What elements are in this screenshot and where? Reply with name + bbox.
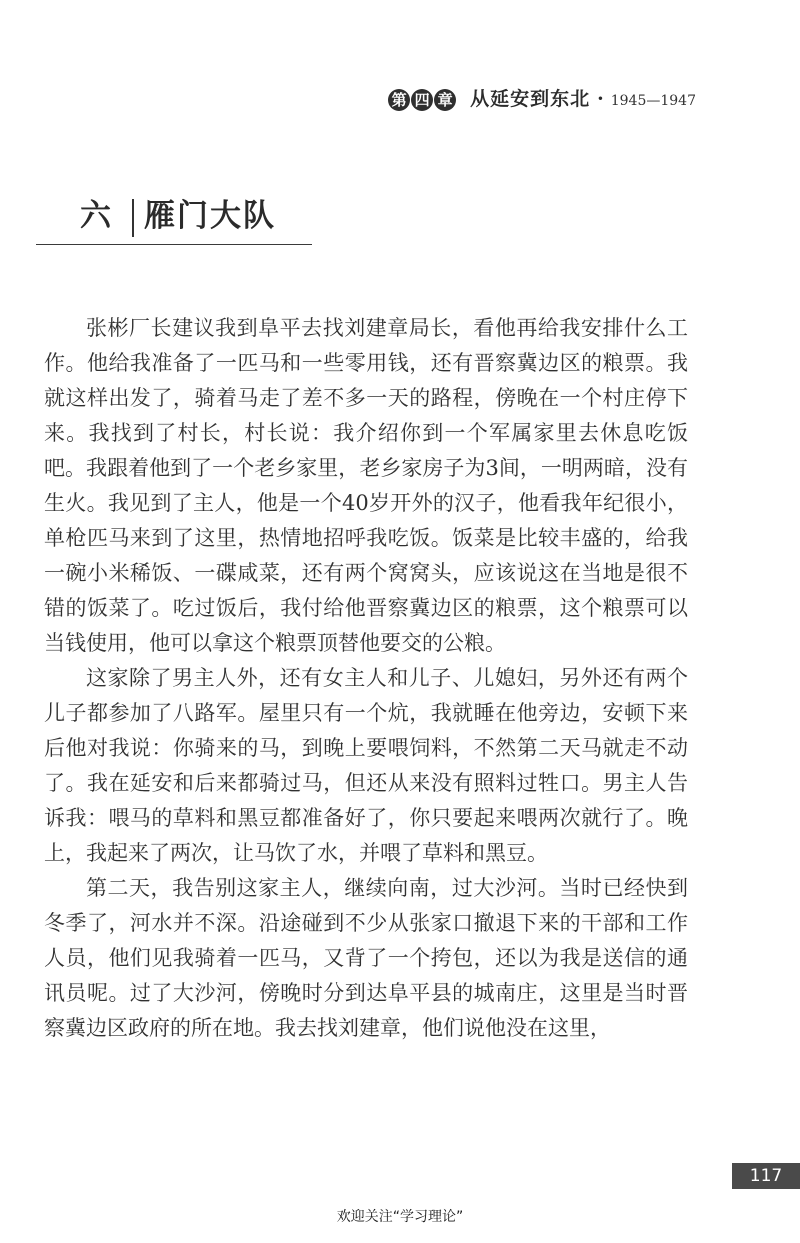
paragraph: 第二天，我告别这家主人，继续向南，过大沙河。当时已经快到冬季了，河水并不深。沿途碰到不少从张家口撤退下来的干部和工作人员，他们见我骑着一匹马，又背了一个挎包，还以为我是送信的通讯员呢。过了大沙河，傍晚时分到达阜平县的城南庄，这里是当时晋察冀边区政府的所在地。我去找刘建章，他们说他没在这里， — [44, 876, 688, 1040]
footer-note: 欢迎关注“学习理论” — [336, 1209, 464, 1225]
body-text — [44, 311, 688, 1046]
section-number: 六 — [80, 198, 111, 234]
chapter-badge-char: 章 — [434, 89, 456, 111]
header-separator: · — [597, 88, 604, 110]
running-header — [388, 84, 696, 111]
paragraph: 这家除了男主人外，还有女主人和儿子、儿媳妇，另外还有两个儿子都参加了八路军。屋里只有一个炕，我就睡在他旁边，安顿下来后他对我说：你骑来的马，到晚上要喂饲料，不然第二天马就走不动了。我在延安和后来都骑过马，但还从来没有照料过牲口。男主人告诉我：喂马的草料和黑豆都准备好了，你只要起来喂两次就行了。晚上，我起来了两次，让马饮了水，并喂了草料和黑豆。 — [44, 666, 688, 865]
section-title: 雁门大队 — [144, 198, 276, 234]
chapter-badge-char: 四 — [411, 89, 433, 111]
chapter-badge-char: 第 — [388, 89, 410, 111]
chapter-title: 从延安到东北 — [470, 88, 591, 110]
section-divider — [132, 199, 134, 237]
chapter-badge — [388, 89, 456, 111]
paragraph: 张彬厂长建议我到阜平去找刘建章局长，看他再给我安排什么工作。他给我准备了一匹马和一些零用钱，还有晋察冀边区的粮票。我就这样出发了，骑着马走了差不多一天的路程，傍晚在一个村庄停下来。我找到了村长，村长说：我介绍你到一个军属家里去休息吃饭吧。我跟着他到了一个老乡家里，老乡家房子为3间，一明两暗，没有生火。我见到了主人，他是一个40岁开外的汉子，他看我年纪很小，单枪匹马来到了这里，热情地招呼我吃饭。饭菜是比较丰盛的，给我一碗小米稀饭、一碟咸菜，还有两个窝窝头，应该说这在当地是很不错的饭菜了。吃过饭后，我付给他晋察冀边区的粮票，这个粮票可以当钱使用，他可以拿这个粮票顶替他要交的公粮。 — [44, 316, 688, 655]
section-heading — [36, 196, 312, 245]
page-number: 117 — [732, 1163, 800, 1189]
chapter-years: 1945—1947 — [610, 93, 696, 109]
